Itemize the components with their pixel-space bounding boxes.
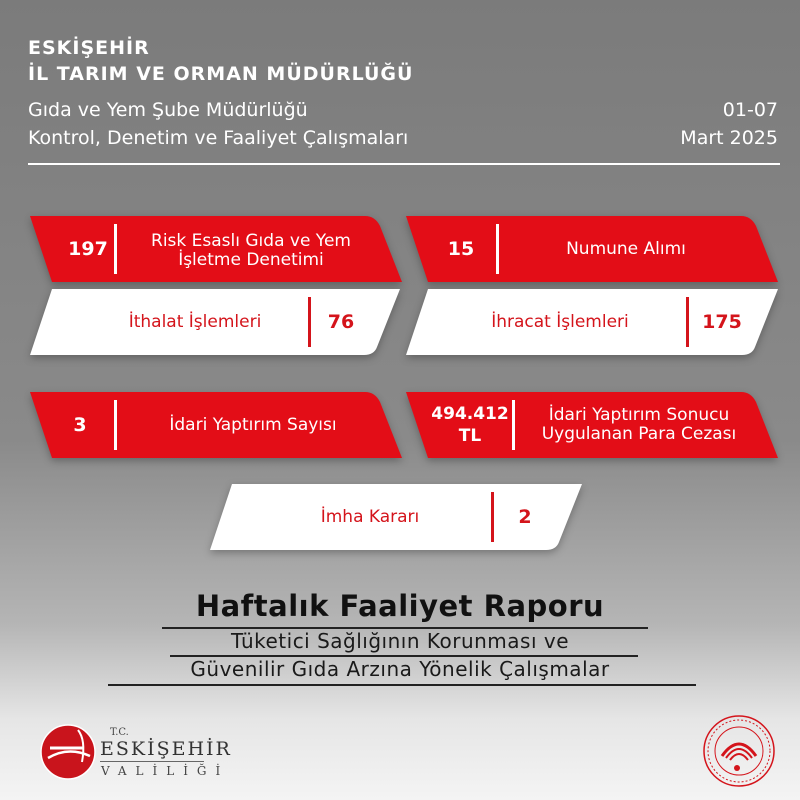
stat-divider [308,297,311,347]
stat-card-imports [30,289,400,355]
stat-card-risk-audits [30,216,402,282]
report-subtitle-line1: Tüketici Sağlığının Korunması ve [230,629,570,653]
stat-value: 175 [702,311,742,333]
stat-label: İmha Kararı [320,506,420,527]
stat-label: İthalat İşlemleri [128,311,262,332]
stat-label: Risk Esaslı Gıda ve Yem İşletme Denetimi [151,231,351,270]
stat-value: 494.412 TL [431,404,509,446]
stat-divider [496,224,499,274]
stat-label: Numune Alımı [566,238,686,259]
stat-card-sampling [406,216,778,282]
subtitle-underline-2 [108,684,696,686]
ministry-seal-icon [702,714,776,788]
header-divider [28,163,780,165]
stat-value: 15 [447,238,475,260]
logo-city: ESKİŞEHİR [100,738,232,760]
stat-label: İdari Yaptırım Sonucu Uygulanan Para Cezası [541,405,737,444]
stat-divider [686,297,689,347]
header-subtitle-line2: Kontrol, Denetim ve Faaliyet Çalışmaları [28,127,409,149]
stat-card-destruction [210,484,582,550]
stat-value: 3 [73,414,87,436]
stat-value: 2 [518,506,532,528]
report-title: Haftalık Faaliyet Raporu [195,589,605,623]
stat-label: İhracat İşlemleri [491,311,629,332]
stat-value: 197 [68,238,108,260]
header-subtitle-line1: Gıda ve Yem Şube Müdürlüğü [28,99,308,121]
stat-label: İdari Yaptırım Sayısı [169,414,337,435]
header-title-line2: İL TARIM VE ORMAN MÜDÜRLÜĞÜ [28,63,414,85]
stat-card-fines [406,392,778,458]
date-month: Mart 2025 [680,127,778,149]
eskisehir-logo-icon [38,722,98,782]
stat-card-sanctions [30,392,402,458]
header-title-line1: ESKİŞEHİR [28,37,150,59]
stat-divider [491,492,494,542]
stat-divider [114,224,117,274]
stat-card-exports [406,289,778,355]
date-range: 01-07 [722,99,778,121]
stat-divider [512,400,515,450]
logo-tc: T.C. [110,727,129,738]
logo-valilik: VALİLİĞİ [101,764,230,778]
stat-divider [114,400,117,450]
report-subtitle-line2: Güvenilir Gıda Arzına Yönelik Çalışmalar [190,657,610,681]
logo-divider [100,761,204,762]
stat-value: 76 [327,311,355,333]
